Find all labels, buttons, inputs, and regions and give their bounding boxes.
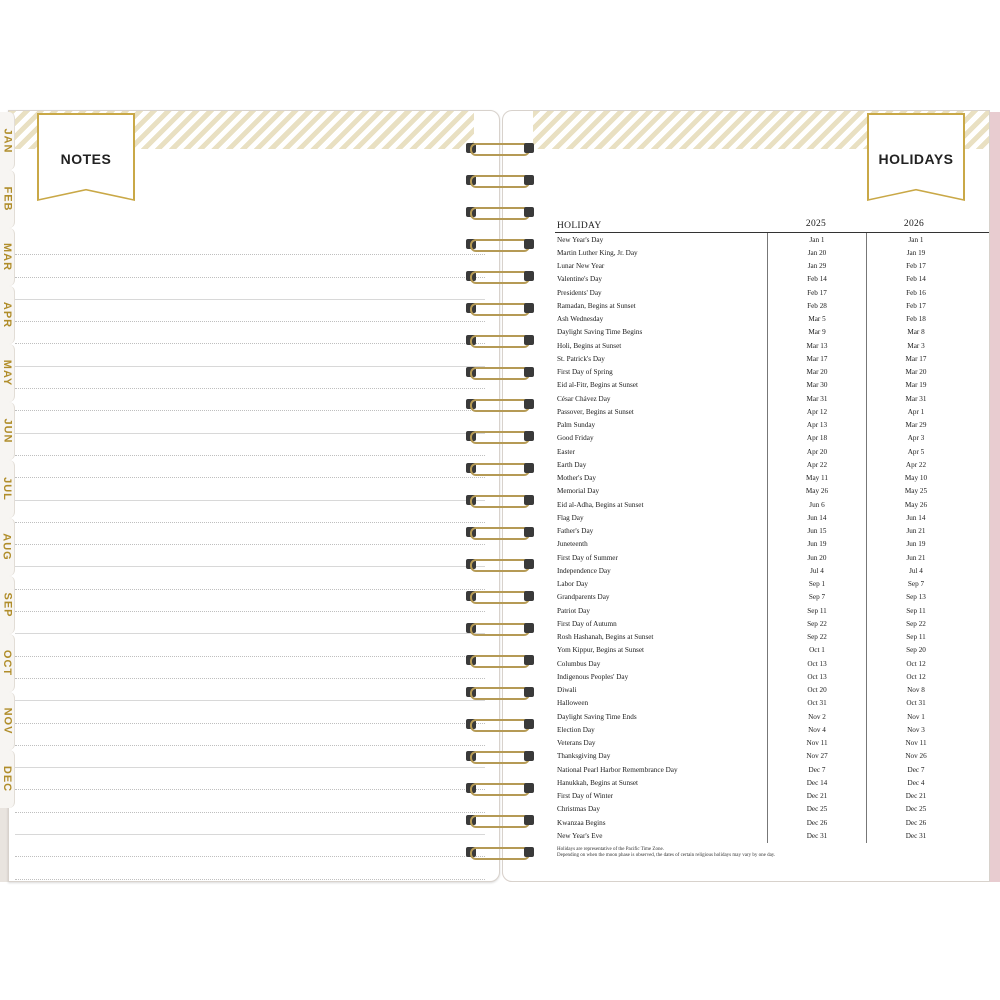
note-line[interactable]	[15, 411, 485, 433]
holiday-name: Palm Sunday	[557, 421, 596, 430]
date-2026: Oct 12	[866, 657, 965, 670]
month-tab[interactable]	[0, 286, 15, 344]
table-row	[555, 485, 990, 498]
date-2025: Dec 31	[767, 829, 866, 842]
note-line[interactable]	[15, 523, 485, 545]
holiday-name: Ash Wednesday	[557, 315, 604, 324]
date-2026: Sep 20	[866, 644, 965, 657]
holiday-name: New Year's Day	[557, 235, 604, 244]
note-line[interactable]	[15, 857, 485, 879]
date-2026: May 10	[866, 472, 965, 485]
date-2025: Feb 17	[767, 286, 866, 299]
table-body	[555, 233, 990, 843]
spiral-coil	[466, 652, 534, 668]
table-row	[555, 299, 990, 312]
date-2026: May 25	[866, 485, 965, 498]
table-row	[555, 392, 990, 405]
note-line[interactable]	[15, 501, 485, 523]
date-2026: Mar 31	[866, 392, 965, 405]
date-2026: Sep 13	[866, 591, 965, 604]
date-2025: Sep 1	[767, 578, 866, 591]
holiday-name: Thanksgiving Day	[557, 752, 611, 761]
table-row	[555, 419, 990, 432]
table-row	[555, 246, 990, 259]
date-2026: Feb 17	[866, 260, 965, 273]
table-row	[555, 286, 990, 299]
date-2025: Mar 30	[767, 379, 866, 392]
note-line[interactable]	[15, 255, 485, 277]
note-line[interactable]	[15, 634, 485, 656]
table-row	[555, 657, 990, 670]
table-row	[555, 803, 990, 816]
table-row	[555, 472, 990, 485]
date-2026: Apr 22	[866, 458, 965, 471]
spiral-coil	[466, 844, 534, 860]
table-row	[555, 604, 990, 617]
table-row	[555, 723, 990, 736]
note-line[interactable]	[15, 679, 485, 701]
table-row	[555, 763, 990, 776]
holiday-name: Good Friday	[557, 434, 594, 443]
date-2026: Jun 14	[866, 511, 965, 524]
table-row	[555, 790, 990, 803]
date-2025: Jun 19	[767, 538, 866, 551]
holiday-name: Lunar New Year	[557, 262, 605, 271]
month-tabs	[0, 112, 14, 832]
date-2025: Jan 29	[767, 260, 866, 273]
footnote-line-1: Holidays are representative of the Pacific Time Zone.	[557, 846, 664, 852]
date-2026: Oct 12	[866, 670, 965, 683]
table-row	[555, 366, 990, 379]
holiday-name: Veterans Day	[557, 739, 596, 748]
holiday-name: Independence Day	[557, 566, 611, 575]
date-2026: Nov 3	[866, 723, 965, 736]
month-tab-label: SEP	[1, 592, 14, 618]
table-row	[555, 829, 990, 842]
table-row	[555, 737, 990, 750]
date-2025: Nov 11	[767, 737, 866, 750]
date-2026: Jun 21	[866, 551, 965, 564]
date-2025: Mar 13	[767, 339, 866, 352]
date-2025: Mar 17	[767, 352, 866, 365]
holiday-name: National Pearl Harbor Remembrance Day	[557, 765, 678, 774]
month-tab-label: JUL	[1, 477, 13, 501]
note-line[interactable]	[15, 768, 485, 790]
date-2025: Apr 13	[767, 419, 866, 432]
table-row	[555, 564, 990, 577]
holiday-name: Grandparents Day	[557, 593, 610, 602]
table-row	[555, 352, 990, 365]
holiday-name: Holi, Begins at Sunset	[557, 341, 622, 350]
date-2026: Dec 26	[866, 816, 965, 829]
date-2026: Mar 17	[866, 352, 965, 365]
note-line[interactable]	[15, 278, 485, 300]
date-2025: Apr 18	[767, 432, 866, 445]
holiday-name: Labor Day	[557, 580, 588, 589]
date-2025: Sep 7	[767, 591, 866, 604]
date-2026: May 26	[866, 498, 965, 511]
holiday-name: Ramadan, Begins at Sunset	[557, 301, 636, 310]
month-tab-label: APR	[1, 301, 14, 329]
note-line[interactable]	[15, 880, 485, 882]
table-row	[555, 591, 990, 604]
date-2026: Mar 20	[866, 366, 965, 379]
date-2025: Dec 14	[767, 776, 866, 789]
date-2025: Dec 25	[767, 803, 866, 816]
spiral-coil	[466, 236, 534, 252]
table-row	[555, 379, 990, 392]
month-tab[interactable]	[0, 634, 15, 692]
date-2026: Nov 8	[866, 684, 965, 697]
spiral-binding	[466, 140, 534, 870]
date-2026: Feb 14	[866, 273, 965, 286]
date-2025: Jun 20	[767, 551, 866, 564]
date-2026: Feb 16	[866, 286, 965, 299]
holiday-name: Presidents' Day	[557, 288, 602, 297]
date-2026: Jan 19	[866, 246, 965, 259]
holiday-name: Halloween	[557, 699, 589, 708]
table-row	[555, 458, 990, 471]
table-footnote	[555, 847, 990, 860]
note-line[interactable]	[15, 545, 485, 567]
date-2025: Jun 14	[767, 511, 866, 524]
table-row	[555, 816, 990, 829]
date-2026: Mar 19	[866, 379, 965, 392]
note-line[interactable]	[15, 434, 485, 456]
table-row	[555, 445, 990, 458]
date-2025: Oct 31	[767, 697, 866, 710]
table-row	[555, 405, 990, 418]
note-line[interactable]	[15, 724, 485, 746]
note-line[interactable]	[15, 790, 485, 812]
holiday-name: Indigenous Peoples' Day	[557, 672, 629, 681]
month-tab[interactable]	[0, 402, 15, 460]
table-row	[555, 511, 990, 524]
holiday-name: Diwali	[557, 686, 577, 695]
table-row	[555, 525, 990, 538]
holiday-name: Hanukkah, Begins at Sunset	[557, 778, 639, 787]
date-2025: Oct 13	[767, 657, 866, 670]
spiral-coil	[466, 812, 534, 828]
date-2026: Apr 5	[866, 445, 965, 458]
holiday-name: Memorial Day	[557, 487, 600, 496]
holiday-name: Christmas Day	[557, 805, 600, 814]
date-2025: Jul 4	[767, 564, 866, 577]
month-tab-label: DEC	[1, 765, 14, 793]
date-2026: Feb 17	[866, 299, 965, 312]
date-2025: Jan 20	[767, 246, 866, 259]
spiral-coil	[466, 716, 534, 732]
month-tab-label: JUN	[1, 418, 14, 444]
spiral-coil	[466, 300, 534, 316]
holiday-name: New Year's Eve	[557, 831, 603, 840]
holiday-name: Patriot Day	[557, 606, 590, 615]
date-2026: Sep 22	[866, 617, 965, 630]
date-2025: Oct 13	[767, 670, 866, 683]
note-line[interactable]	[15, 612, 485, 634]
header-2025: 2025	[805, 219, 827, 229]
note-line[interactable]	[15, 835, 485, 857]
holiday-name: Election Day	[557, 725, 595, 734]
date-2025: Feb 14	[767, 273, 866, 286]
month-tab-label: NOV	[1, 707, 13, 735]
date-2025: Mar 31	[767, 392, 866, 405]
header-2026: 2026	[903, 219, 925, 229]
spiral-coil	[466, 684, 534, 700]
note-line[interactable]	[15, 344, 485, 366]
holiday-name: Daylight Saving Time Ends	[557, 712, 637, 721]
table-row	[555, 644, 990, 657]
holiday-name: Flag Day	[557, 513, 584, 522]
date-2025: Sep 22	[767, 631, 866, 644]
date-2025: Sep 22	[767, 617, 866, 630]
notes-title: NOTES	[60, 151, 112, 167]
notes-page	[8, 110, 500, 882]
table-row	[555, 538, 990, 551]
note-line[interactable]	[15, 300, 485, 322]
month-tab[interactable]	[0, 344, 15, 402]
holiday-name: St. Patrick's Day	[557, 354, 605, 363]
date-2026: Jun 19	[866, 538, 965, 551]
holiday-name: First Day of Winter	[557, 792, 614, 801]
table-row	[555, 631, 990, 644]
date-2026: Mar 3	[866, 339, 965, 352]
header-holiday: HOLIDAY	[557, 221, 602, 231]
holiday-name: Columbus Day	[557, 659, 601, 668]
holiday-name: Martin Luther King, Jr. Day	[557, 248, 638, 257]
month-tab-label: OCT	[1, 649, 14, 677]
note-line[interactable]	[15, 590, 485, 612]
spiral-coil	[466, 428, 534, 444]
spiral-coil	[466, 204, 534, 220]
table-row	[555, 339, 990, 352]
month-tab-label: MAR	[1, 242, 13, 272]
holiday-name: Daylight Saving Time Begins	[557, 328, 643, 337]
date-2025: Oct 1	[767, 644, 866, 657]
table-row	[555, 313, 990, 326]
date-2025: Sep 11	[767, 604, 866, 617]
date-2025: Jun 15	[767, 525, 866, 538]
date-2025: Dec 7	[767, 763, 866, 776]
month-tab-label: MAY	[1, 359, 13, 387]
note-line[interactable]	[15, 233, 485, 255]
spiral-coil	[466, 556, 534, 572]
table-row	[555, 750, 990, 763]
date-2026: Apr 3	[866, 432, 965, 445]
note-line[interactable]	[15, 746, 485, 768]
spiral-coil	[466, 588, 534, 604]
table-row	[555, 670, 990, 683]
spiral-coil	[466, 524, 534, 540]
spiral-coil	[466, 748, 534, 764]
table-row	[555, 617, 990, 630]
spiral-coil	[466, 268, 534, 284]
date-2026: Dec 25	[866, 803, 965, 816]
date-2025: Jan 1	[767, 233, 866, 246]
note-line[interactable]	[15, 813, 485, 835]
date-2025: Nov 2	[767, 710, 866, 723]
date-2026: Oct 31	[866, 697, 965, 710]
date-2026: Dec 21	[866, 790, 965, 803]
holiday-name: Yom Kippur, Begins at Sunset	[557, 646, 645, 655]
holiday-name: Valentine's Day	[557, 275, 603, 284]
holiday-name: Rosh Hashanah, Begins at Sunset	[557, 633, 654, 642]
date-2026: Nov 26	[866, 750, 965, 763]
date-2025: Apr 22	[767, 458, 866, 471]
note-line[interactable]	[15, 367, 485, 389]
table-row	[555, 551, 990, 564]
table-row	[555, 432, 990, 445]
note-line[interactable]	[15, 478, 485, 500]
holiday-name: Father's Day	[557, 527, 594, 536]
table-row	[555, 498, 990, 511]
date-2025: Nov 27	[767, 750, 866, 763]
holiday-name: César Chávez Day	[557, 394, 611, 403]
table-row	[555, 578, 990, 591]
date-2026: Nov 11	[866, 737, 965, 750]
date-2025: Dec 21	[767, 790, 866, 803]
spiral-coil	[466, 492, 534, 508]
spiral-coil	[466, 396, 534, 412]
note-line[interactable]	[15, 701, 485, 723]
note-line[interactable]	[15, 322, 485, 344]
date-2025: Feb 28	[767, 299, 866, 312]
date-2026: Nov 1	[866, 710, 965, 723]
date-2025: Mar 20	[767, 366, 866, 379]
table-row	[555, 326, 990, 339]
table-row	[555, 233, 990, 246]
month-tab[interactable]	[0, 112, 15, 170]
spiral-coil	[466, 460, 534, 476]
date-2026: Dec 31	[866, 829, 965, 842]
date-2026: Dec 4	[866, 776, 965, 789]
holiday-name: Mother's Day	[557, 474, 597, 483]
holidays-table	[555, 217, 990, 860]
date-2025: May 26	[767, 485, 866, 498]
date-2025: Nov 4	[767, 723, 866, 736]
month-tab[interactable]	[0, 460, 15, 518]
date-2025: Dec 26	[767, 816, 866, 829]
holiday-name: Eid al-Adha, Begins at Sunset	[557, 500, 644, 509]
table-row	[555, 273, 990, 286]
notes-lines	[15, 233, 485, 882]
month-tab[interactable]	[0, 170, 15, 228]
holiday-name: First Day of Spring	[557, 368, 613, 377]
month-tab-label: AUG	[1, 533, 14, 561]
date-2026: Mar 29	[866, 419, 965, 432]
holiday-name: Kwanzaa Begins	[557, 818, 606, 827]
spiral-coil	[466, 780, 534, 796]
spiral-coil	[466, 140, 534, 156]
date-2025: Jun 6	[767, 498, 866, 511]
date-2025: Oct 20	[767, 684, 866, 697]
date-2026: Sep 7	[866, 578, 965, 591]
spiral-coil	[466, 332, 534, 348]
holiday-name: Eid al-Fitr, Begins at Sunset	[557, 381, 638, 390]
holidays-page	[502, 110, 990, 882]
date-2025: May 11	[767, 472, 866, 485]
note-line[interactable]	[15, 456, 485, 478]
spiral-coil	[466, 172, 534, 188]
holiday-name: Earth Day	[557, 460, 587, 469]
holiday-name: Juneteenth	[557, 540, 588, 549]
date-2025: Mar 9	[767, 326, 866, 339]
table-row	[555, 260, 990, 273]
note-line[interactable]	[15, 567, 485, 589]
table-row	[555, 684, 990, 697]
spiral-coil	[466, 620, 534, 636]
month-tab[interactable]	[0, 518, 15, 576]
footnote-line-2: Depending on when the moon phase is observed, the dates of certain religious holidays may vary by one day.	[557, 853, 776, 858]
month-tab[interactable]	[0, 576, 15, 634]
date-2026: Jun 21	[866, 525, 965, 538]
table-row	[555, 710, 990, 723]
date-2025: Mar 5	[767, 313, 866, 326]
holiday-name: Easter	[557, 447, 575, 456]
date-2026: Mar 8	[866, 326, 965, 339]
date-2025: Apr 20	[767, 445, 866, 458]
date-2026: Sep 11	[866, 604, 965, 617]
month-tab[interactable]	[0, 750, 15, 808]
spiral-coil	[466, 364, 534, 380]
note-line[interactable]	[15, 657, 485, 679]
date-2026: Dec 7	[866, 763, 965, 776]
date-2026: Apr 1	[866, 405, 965, 418]
table-row	[555, 776, 990, 789]
note-line[interactable]	[15, 389, 485, 411]
table-row	[555, 697, 990, 710]
month-tab[interactable]	[0, 228, 15, 286]
month-tab-label: JAN	[1, 128, 14, 154]
date-2026: Jan 1	[866, 233, 965, 246]
holidays-title: HOLIDAYS	[878, 151, 954, 167]
holiday-name: First Day of Autumn	[557, 619, 617, 628]
table-header	[555, 217, 990, 233]
holiday-name: Passover, Begins at Sunset	[557, 407, 634, 416]
date-2025: Apr 12	[767, 405, 866, 418]
month-tab-label: FEB	[1, 186, 13, 212]
month-tab[interactable]	[0, 692, 15, 750]
holiday-name: First Day of Summer	[557, 553, 618, 562]
date-2026: Feb 18	[866, 313, 965, 326]
date-2026: Jul 4	[866, 564, 965, 577]
date-2026: Sep 11	[866, 631, 965, 644]
